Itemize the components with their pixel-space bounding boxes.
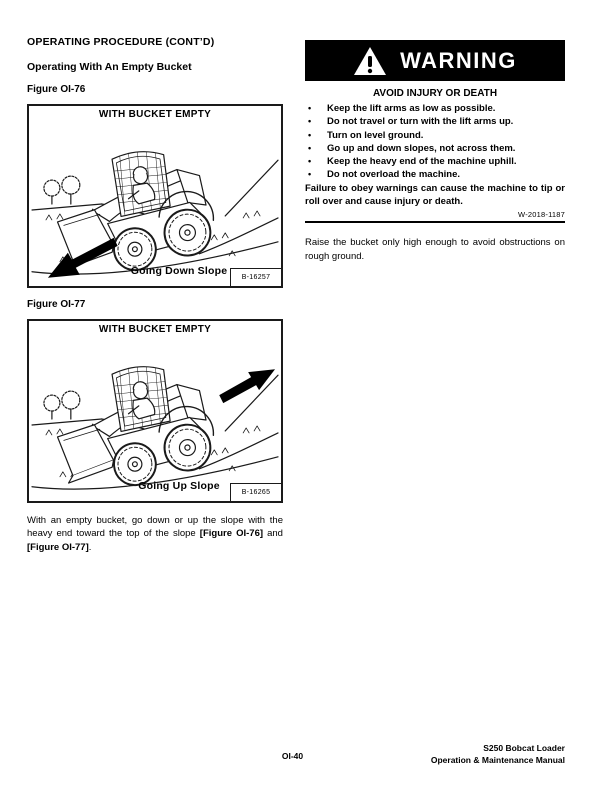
right-column bbox=[305, 40, 565, 263]
warning-bullet-list bbox=[305, 102, 565, 182]
warning-consequence: Failure to obey warnings can cause the machine to tip or roll over and cause injury or death. bbox=[305, 182, 565, 208]
figure-76-ref-badge: B-16257 bbox=[230, 268, 282, 287]
warning-banner bbox=[305, 40, 565, 81]
figure-77-ref-badge: B-16265 bbox=[230, 483, 282, 502]
slope-text-pre: With an empty bucket, go down or up the slope with the heavy end toward the top of the slope bbox=[27, 515, 283, 540]
figure-77-reference: [Figure OI-77] bbox=[27, 541, 89, 553]
warning-triangle-icon bbox=[353, 46, 387, 76]
warning-bullet: • Keep the heavy end of the machine uphill. bbox=[305, 155, 565, 168]
slope-paragraph bbox=[27, 514, 283, 554]
figure-76-reference: [Figure OI-76] bbox=[199, 528, 264, 540]
footer-page-number: OI-40 bbox=[281, 751, 304, 761]
warning-bullet: • Turn on level ground. bbox=[305, 129, 565, 142]
warning-bullet: • Go up and down slopes, not across them. bbox=[305, 142, 565, 155]
figure-76-caption: Going Down Slope bbox=[130, 265, 228, 277]
loader-downhill-illustration bbox=[30, 121, 280, 287]
figure-77-label: Figure OI-77 bbox=[27, 299, 86, 310]
figure-76-label: Figure OI-76 bbox=[27, 84, 86, 95]
raise-bucket-paragraph: Raise the bucket only high enough to avoid obstructions on rough ground. bbox=[305, 237, 565, 262]
slope-text-post: . bbox=[88, 541, 92, 553]
warning-heading: AVOID INJURY OR DEATH bbox=[372, 88, 498, 99]
warning-bullet: • Keep the lift arms as low as possible. bbox=[305, 102, 565, 115]
left-column bbox=[27, 36, 283, 554]
footer-doc-info bbox=[431, 743, 565, 766]
figure-77-box bbox=[27, 319, 283, 503]
footer-doc-title: S250 Bobcat Loader bbox=[483, 743, 565, 753]
page-title: OPERATING PROCEDURE (CONT’D) bbox=[27, 36, 215, 48]
warning-code: W-2018-1187 bbox=[518, 210, 565, 220]
figure-77-banner: WITH BUCKET EMPTY bbox=[98, 324, 212, 335]
slope-text-mid: and bbox=[263, 528, 283, 540]
warning-word: WARNING bbox=[400, 47, 517, 73]
warning-bullet: • Do not overload the machine. bbox=[305, 168, 565, 181]
warning-bullet: • Do not travel or turn with the lift arms up. bbox=[305, 115, 565, 128]
loader-uphill-illustration bbox=[30, 336, 280, 502]
figure-77-caption: Going Up Slope bbox=[138, 480, 220, 492]
figure-76-banner: WITH BUCKET EMPTY bbox=[98, 109, 212, 120]
uphill-arrow bbox=[219, 369, 275, 403]
footer-doc-subtitle: Operation & Maintenance Manual bbox=[430, 754, 565, 765]
section-title: Operating With An Empty Bucket bbox=[27, 61, 192, 73]
warning-divider bbox=[305, 221, 565, 223]
figure-76-box bbox=[27, 104, 283, 288]
